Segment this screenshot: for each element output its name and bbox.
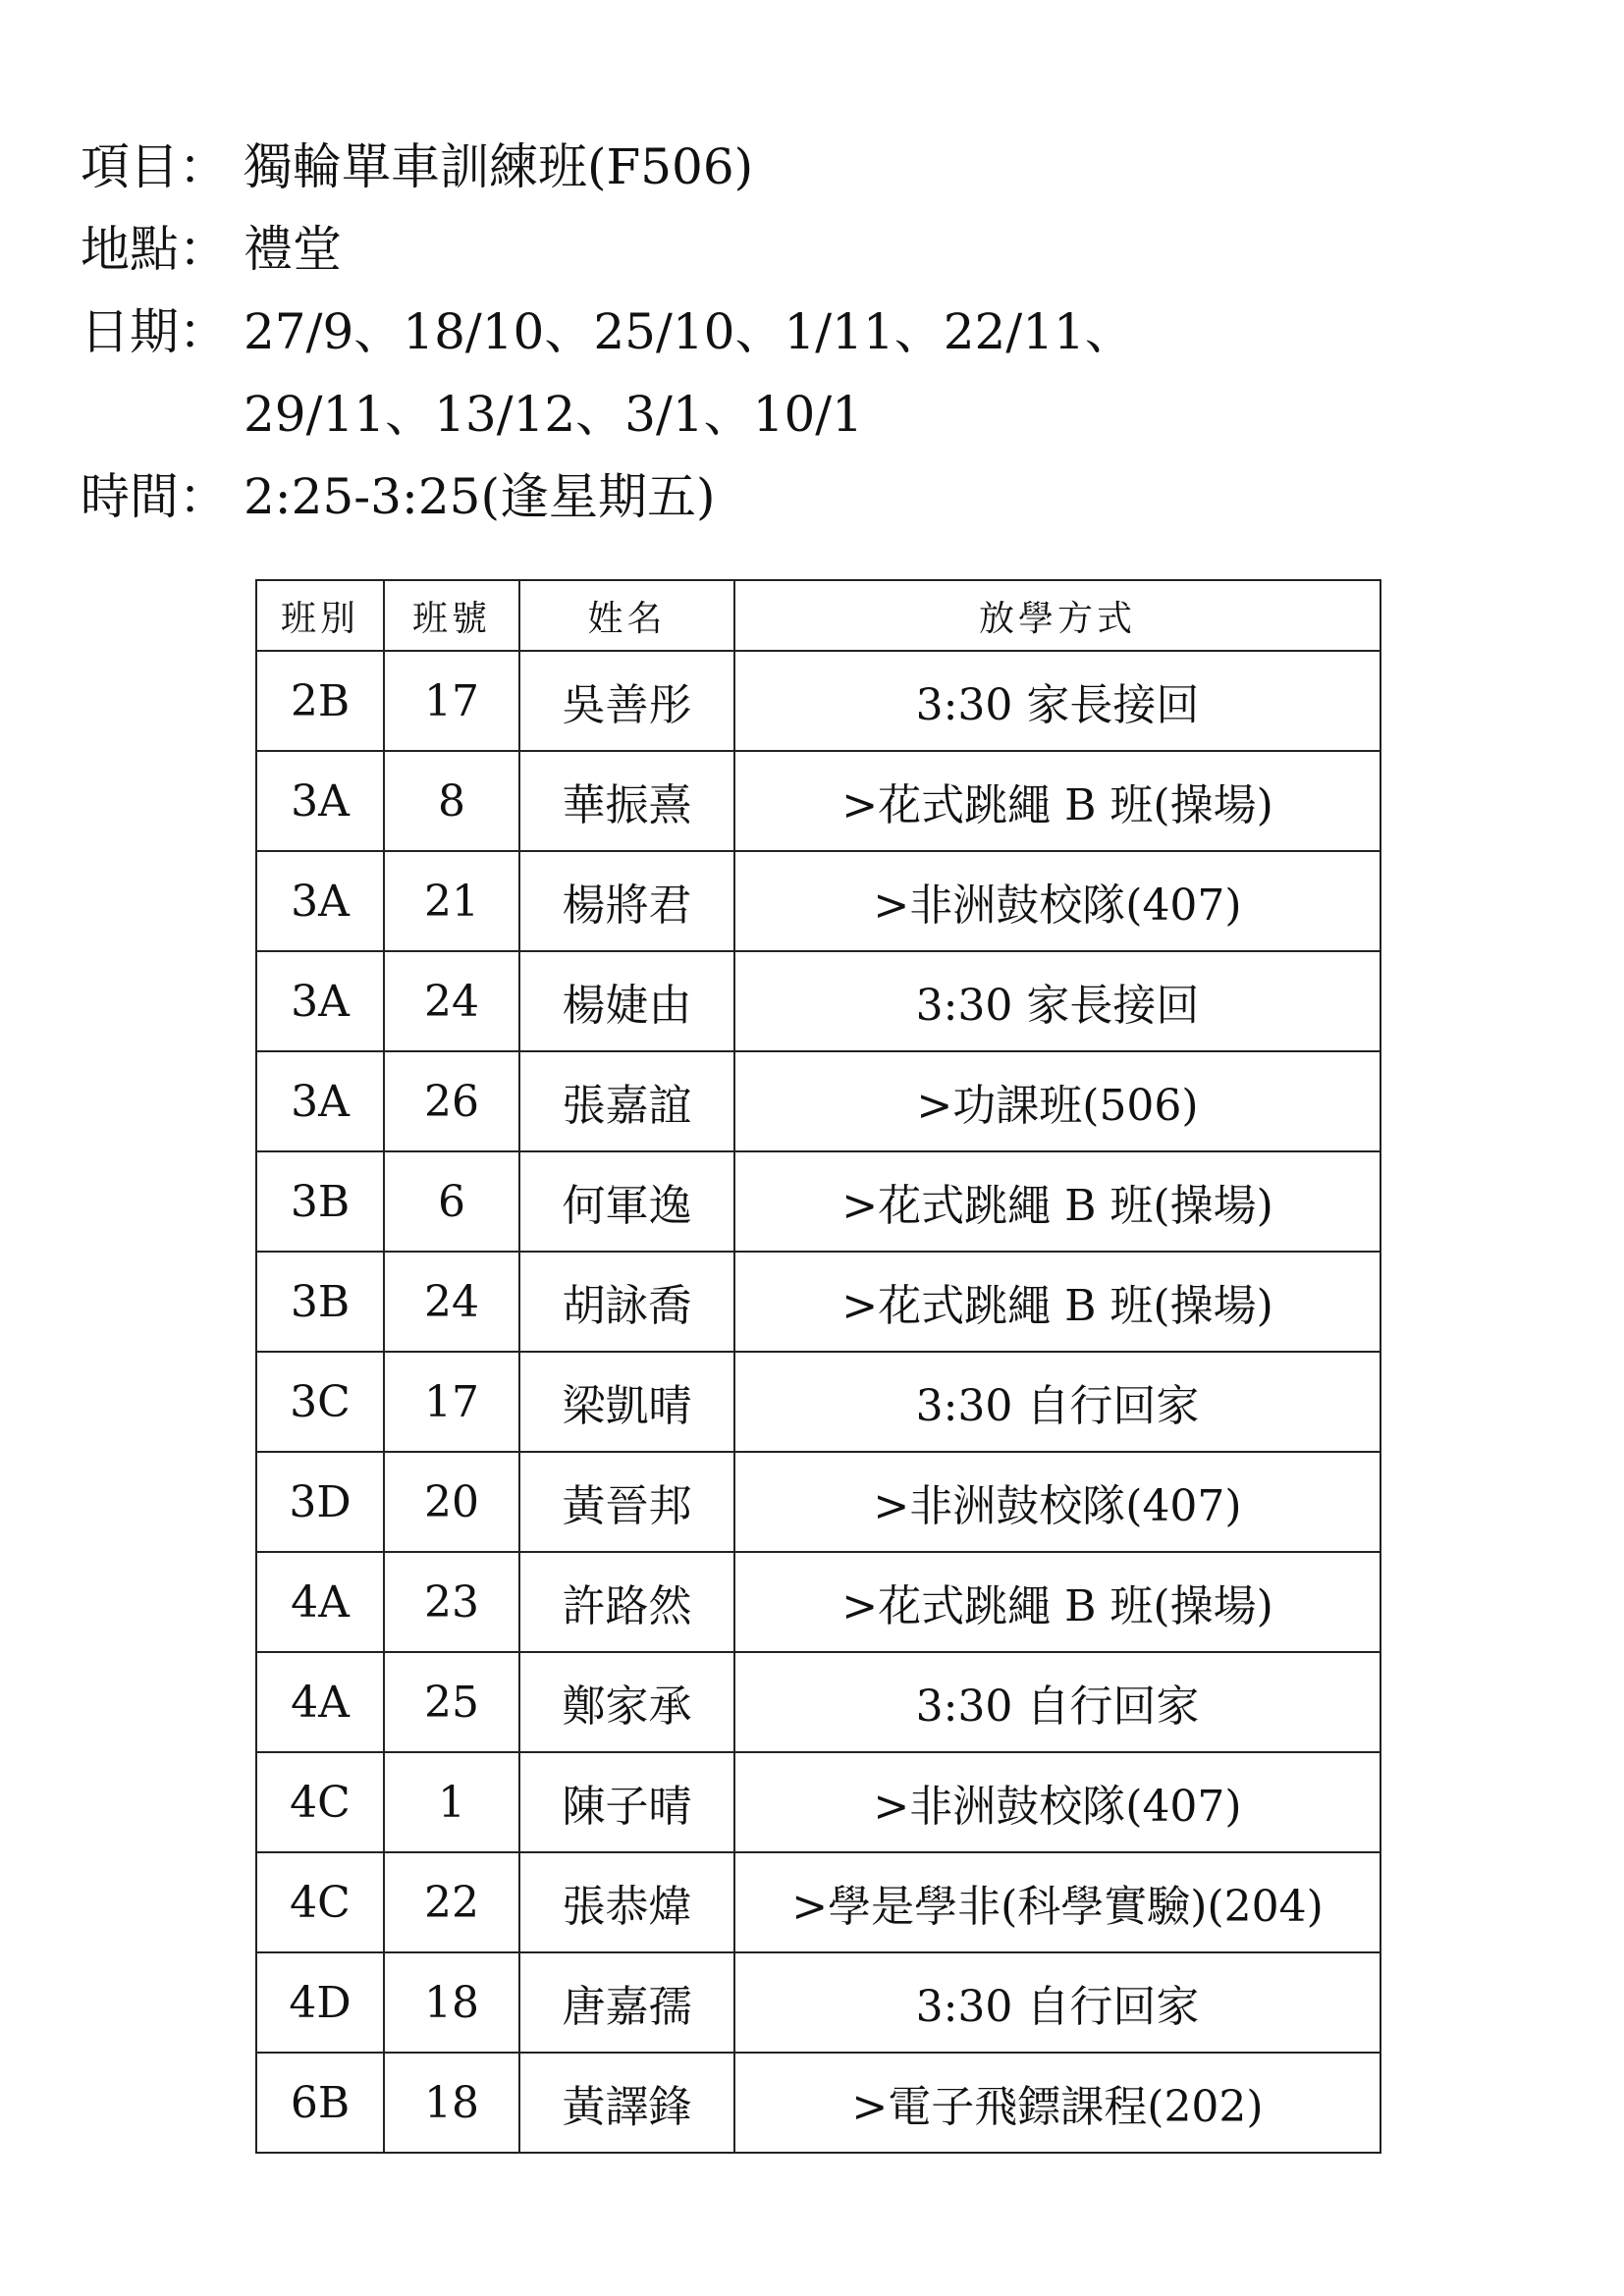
venue-row (81, 208, 1455, 291)
date-label: 日期 (81, 303, 179, 360)
cell-dismissal-method: >非洲鼓校隊(407) (734, 1752, 1380, 1852)
cell-class-number: 6 (384, 1151, 519, 1252)
table-row (256, 1252, 1380, 1352)
cell-name: 鄭家承 (519, 1652, 734, 1752)
cell-class-number: 20 (384, 1452, 519, 1552)
header-name: 姓名 (519, 580, 734, 651)
cell-name: 吳善彤 (519, 651, 734, 751)
cell-class-number: 18 (384, 2053, 519, 2153)
cell-name: 陳子晴 (519, 1752, 734, 1852)
cell-dismissal-method: 3:30 自行回家 (734, 1652, 1380, 1752)
table-row (256, 1752, 1380, 1852)
cell-dismissal-method: >非洲鼓校隊(407) (734, 851, 1380, 951)
cell-name: 黃晉邦 (519, 1452, 734, 1552)
table-row (256, 1652, 1380, 1752)
table-row (256, 2053, 1380, 2153)
cell-name: 楊婕由 (519, 951, 734, 1051)
item-label: 項目 (81, 138, 179, 195)
date-row (81, 291, 1455, 373)
header-class-number: 班號 (384, 580, 519, 651)
table-row (256, 1352, 1380, 1452)
cell-dismissal-method: >花式跳繩 B 班(操場) (734, 1552, 1380, 1652)
cell-dismissal-method: >花式跳繩 B 班(操場) (734, 1151, 1380, 1252)
cell-class: 3B (256, 1252, 384, 1352)
venue-value: 禮堂 (244, 221, 342, 278)
cell-name: 梁凱晴 (519, 1352, 734, 1452)
table-row (256, 1852, 1380, 1952)
cell-class: 4C (256, 1752, 384, 1852)
cell-name: 張嘉誼 (519, 1051, 734, 1151)
table-row (256, 851, 1380, 951)
cell-dismissal-method: 3:30 家長接回 (734, 951, 1380, 1051)
table-row (256, 951, 1380, 1051)
cell-dismissal-method: 3:30 自行回家 (734, 1952, 1380, 2053)
time-label: 時間 (81, 468, 179, 525)
date-row-continued (81, 373, 1455, 455)
cell-name: 唐嘉孺 (519, 1952, 734, 2053)
cell-dismissal-method: 3:30 家長接回 (734, 651, 1380, 751)
cell-class-number: 17 (384, 651, 519, 751)
cell-class: 2B (256, 651, 384, 751)
cell-class-number: 21 (384, 851, 519, 951)
cell-name: 楊將君 (519, 851, 734, 951)
cell-name: 華振熹 (519, 751, 734, 851)
date-value-line2: 29/11、13/12、3/1、10/1 (244, 386, 863, 443)
header-class: 班別 (256, 580, 384, 651)
item-colon: ： (179, 138, 228, 195)
cell-class: 4A (256, 1652, 384, 1752)
cell-dismissal-method: >非洲鼓校隊(407) (734, 1452, 1380, 1552)
table-row (256, 651, 1380, 751)
cell-class-number: 24 (384, 951, 519, 1051)
cell-class: 3B (256, 1151, 384, 1252)
date-value-line1: 27/9、18/10、25/10、1/11、22/11、 (244, 303, 1134, 360)
cell-dismissal-method: >學是學非(科學實驗)(204) (734, 1852, 1380, 1952)
table-row (256, 1952, 1380, 2053)
cell-class-number: 22 (384, 1852, 519, 1952)
item-row (81, 126, 1455, 208)
cell-class: 4C (256, 1852, 384, 1952)
date-colon: ： (179, 303, 228, 360)
time-colon: ： (179, 468, 228, 525)
cell-class: 6B (256, 2053, 384, 2153)
table-row (256, 1051, 1380, 1151)
cell-class: 4D (256, 1952, 384, 2053)
cell-class-number: 17 (384, 1352, 519, 1452)
cell-class-number: 18 (384, 1952, 519, 2053)
cell-dismissal-method: >功課班(506) (734, 1051, 1380, 1151)
cell-class: 3D (256, 1452, 384, 1552)
table-row (256, 1452, 1380, 1552)
cell-class-number: 25 (384, 1652, 519, 1752)
table-row (256, 1552, 1380, 1652)
cell-class: 3A (256, 751, 384, 851)
cell-dismissal-method: >花式跳繩 B 班(操場) (734, 1252, 1380, 1352)
cell-class-number: 8 (384, 751, 519, 851)
cell-class: 3C (256, 1352, 384, 1452)
cell-class: 3A (256, 951, 384, 1051)
cell-class: 4A (256, 1552, 384, 1652)
cell-class-number: 24 (384, 1252, 519, 1352)
cell-name: 黃譯鋒 (519, 2053, 734, 2153)
time-value: 2:25-3:25(逢星期五) (244, 468, 716, 525)
time-row (81, 455, 1455, 538)
cell-dismissal-method: >花式跳繩 B 班(操場) (734, 751, 1380, 851)
cell-dismissal-method: >電子飛鏢課程(202) (734, 2053, 1380, 2153)
cell-class: 3A (256, 1051, 384, 1151)
student-roster-table (255, 579, 1381, 2154)
header-dismissal-method: 放學方式 (734, 580, 1380, 651)
cell-class-number: 26 (384, 1051, 519, 1151)
cell-class: 3A (256, 851, 384, 951)
table-row (256, 751, 1380, 851)
venue-colon: ： (179, 221, 228, 278)
venue-label: 地點 (81, 221, 179, 278)
cell-class-number: 1 (384, 1752, 519, 1852)
table-row (256, 1151, 1380, 1252)
cell-class-number: 23 (384, 1552, 519, 1652)
cell-name: 何軍逸 (519, 1151, 734, 1252)
item-value: 獨輪單車訓練班(F506) (244, 138, 754, 195)
cell-dismissal-method: 3:30 自行回家 (734, 1352, 1380, 1452)
table-header-row (256, 580, 1380, 651)
cell-name: 張恭煒 (519, 1852, 734, 1952)
cell-name: 許路然 (519, 1552, 734, 1652)
cell-name: 胡詠喬 (519, 1252, 734, 1352)
info-block (81, 126, 1455, 538)
